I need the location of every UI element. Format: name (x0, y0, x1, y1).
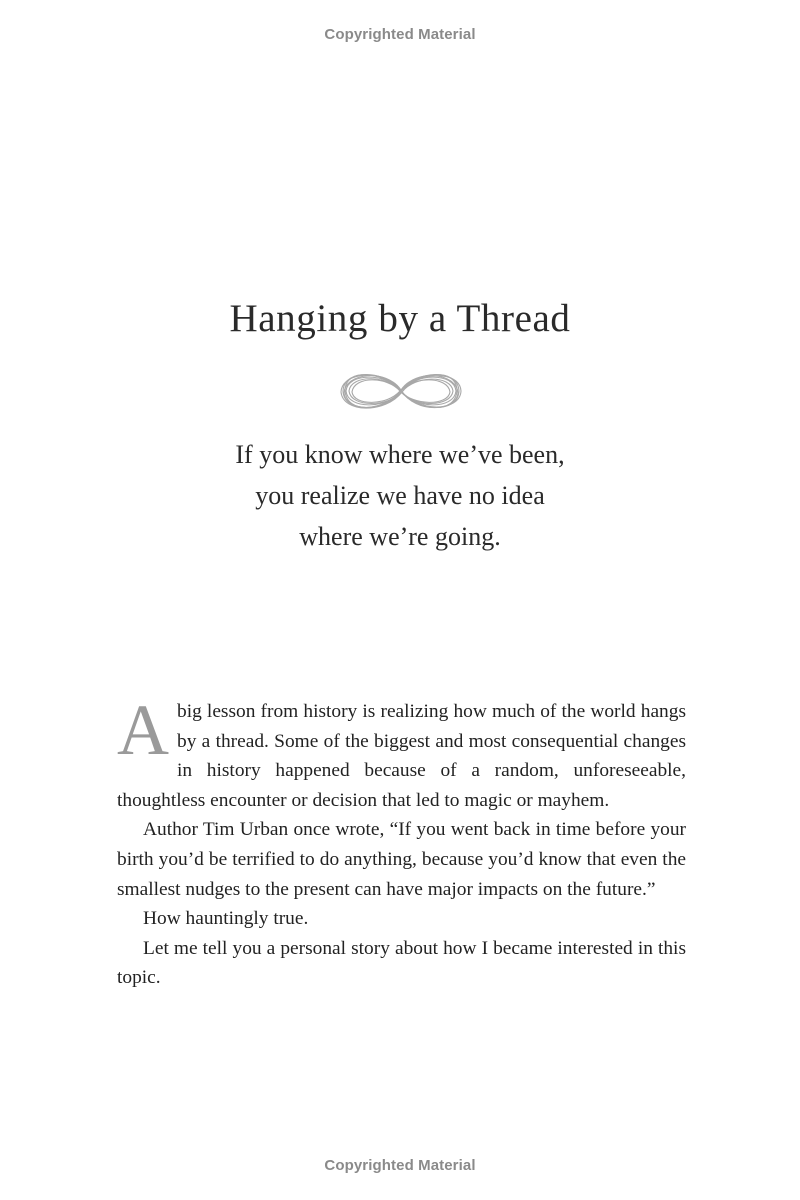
epigraph-line: you realize we have no idea (255, 481, 545, 510)
epigraph-line: If you know where we’ve been, (235, 440, 565, 469)
body-paragraph (117, 690, 686, 815)
copyright-watermark-top: Copyrighted Material (324, 26, 476, 43)
infinity-scribble-icon (336, 364, 466, 418)
body-paragraph: Author Tim Urban once wrote, “If you went back in time before your birth you’d be terrified to do anything, because you’d know that even the smallest nudges to the present can have major impacts on the future.” (117, 819, 686, 900)
chapter-body (117, 690, 686, 993)
body-paragraph: Let me tell you a personal story about how I became interested in this topic. (117, 937, 686, 989)
epigraph-line: where we’re going. (299, 522, 501, 551)
paragraph-text: big lesson from history is realizing how much of the world hangs by a thread. Some of the biggest and most consequential changes in history happened because of a random, unforeseeable, thoughtless encounter or decision that led to magic or mayhem. (117, 701, 686, 811)
drop-cap: A (117, 690, 169, 770)
chapter-title: Hanging by a Thread (229, 297, 571, 340)
epigraph (0, 434, 800, 557)
body-paragraph: How hauntingly true. (143, 908, 309, 930)
copyright-watermark-bottom: Copyrighted Material (324, 1157, 476, 1174)
